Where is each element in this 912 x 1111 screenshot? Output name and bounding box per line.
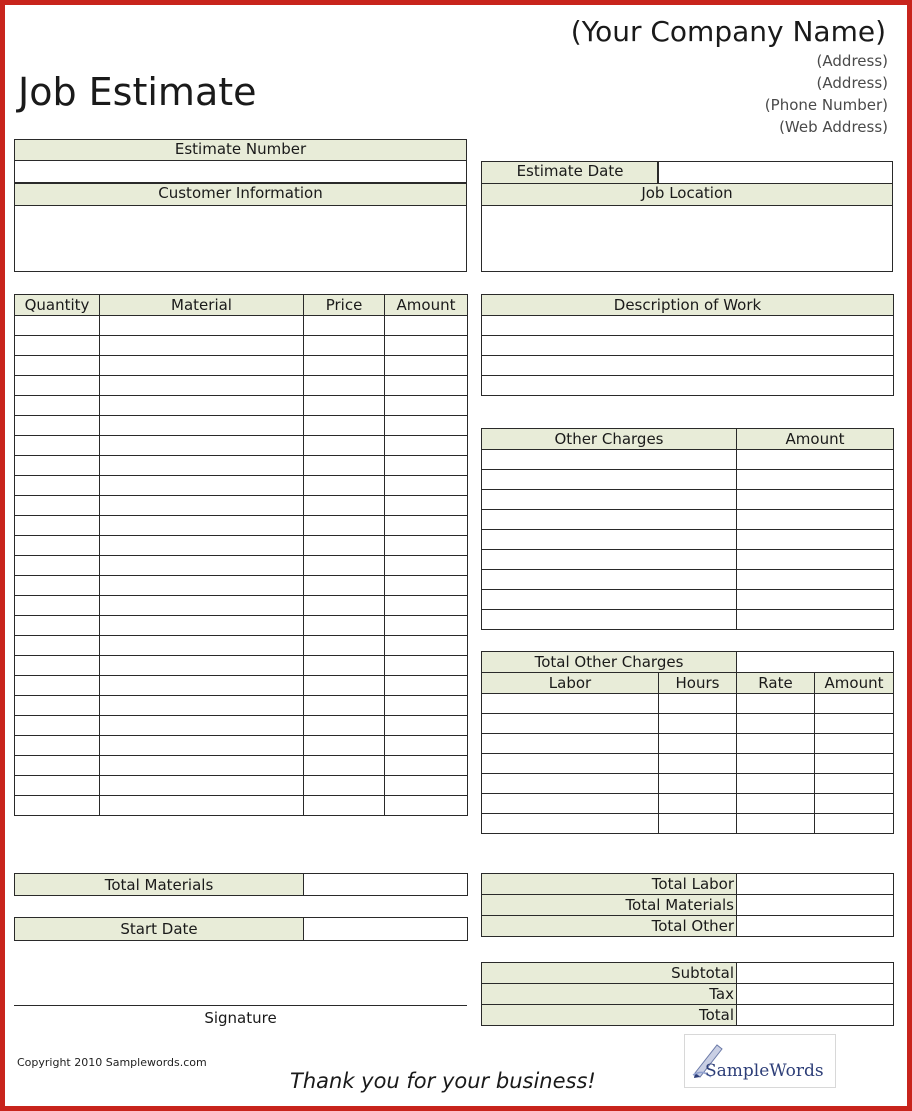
- labor-row-cell[interactable]: [815, 754, 894, 774]
- material-row-cell[interactable]: [100, 756, 304, 776]
- estimate-number-field[interactable]: [14, 160, 467, 183]
- material-row-cell[interactable]: [15, 416, 100, 436]
- other-charge-row-cell[interactable]: [482, 470, 737, 490]
- material-row-cell[interactable]: [304, 476, 385, 496]
- material-row-cell[interactable]: [100, 336, 304, 356]
- description-row-cell[interactable]: [482, 356, 894, 376]
- material-row: [15, 456, 468, 476]
- material-row-cell[interactable]: [385, 796, 468, 816]
- labor-row-cell[interactable]: [815, 774, 894, 794]
- material-row-cell[interactable]: [304, 656, 385, 676]
- material-row-cell[interactable]: [385, 616, 468, 636]
- totals-table: [481, 873, 894, 937]
- material-row-cell[interactable]: [100, 416, 304, 436]
- company-name: (Your Company Name): [570, 15, 886, 48]
- material-column-header: Material: [100, 295, 304, 316]
- material-row-cell[interactable]: [304, 416, 385, 436]
- other-charges-table: [481, 428, 894, 630]
- description-row-cell[interactable]: [482, 336, 894, 356]
- material-row-cell[interactable]: [304, 376, 385, 396]
- material-row-cell[interactable]: [304, 716, 385, 736]
- total-label: Total: [482, 1005, 737, 1026]
- material-row-cell[interactable]: [304, 576, 385, 596]
- labor-row-cell[interactable]: [815, 814, 894, 834]
- grand-total-table: [481, 962, 894, 1026]
- material-row-cell[interactable]: [15, 656, 100, 676]
- labor-row: [482, 694, 894, 714]
- material-row-cell[interactable]: [304, 336, 385, 356]
- material-row: [15, 396, 468, 416]
- material-row-cell[interactable]: [15, 716, 100, 736]
- labor-row-cell[interactable]: [659, 694, 737, 714]
- total-other-value[interactable]: [737, 916, 894, 937]
- other-charge-row-cell[interactable]: [482, 550, 737, 570]
- material-row-cell[interactable]: [304, 676, 385, 696]
- material-row-cell[interactable]: [385, 536, 468, 556]
- other-charge-row-cell[interactable]: [482, 530, 737, 550]
- material-row-cell[interactable]: [385, 696, 468, 716]
- description-row: [482, 356, 894, 376]
- other-charge-row: [482, 590, 894, 610]
- material-row: [15, 416, 468, 436]
- material-row: [15, 516, 468, 536]
- labor-row-cell[interactable]: [659, 774, 737, 794]
- material-row-cell[interactable]: [15, 476, 100, 496]
- material-row-cell[interactable]: [15, 536, 100, 556]
- labor-row-cell[interactable]: [482, 694, 659, 714]
- other-charges-column-header: Other Charges: [482, 429, 737, 450]
- rate-column-header: Rate: [737, 673, 815, 694]
- total-other-label: Total Other: [482, 916, 737, 937]
- labor-row-cell[interactable]: [659, 714, 737, 734]
- material-row-cell[interactable]: [304, 356, 385, 376]
- subtotal-value[interactable]: [737, 963, 894, 984]
- other-charge-row-cell[interactable]: [737, 450, 894, 470]
- web-address: (Web Address): [779, 118, 888, 136]
- material-row-cell[interactable]: [385, 416, 468, 436]
- other-charge-row-cell[interactable]: [737, 470, 894, 490]
- material-row-cell[interactable]: [15, 756, 100, 776]
- material-row-cell[interactable]: [15, 456, 100, 476]
- material-row-cell[interactable]: [100, 736, 304, 756]
- material-row: [15, 556, 468, 576]
- material-row-cell[interactable]: [385, 656, 468, 676]
- labor-row-cell[interactable]: [482, 714, 659, 734]
- labor-row-cell[interactable]: [737, 754, 815, 774]
- material-row-cell[interactable]: [15, 556, 100, 576]
- material-row-cell[interactable]: [385, 736, 468, 756]
- material-row-cell[interactable]: [385, 496, 468, 516]
- material-row-cell[interactable]: [100, 776, 304, 796]
- material-row-cell[interactable]: [100, 516, 304, 536]
- other-charge-row-cell[interactable]: [737, 490, 894, 510]
- labor-row-cell[interactable]: [737, 794, 815, 814]
- labor-row-cell[interactable]: [737, 734, 815, 754]
- material-row-cell[interactable]: [385, 576, 468, 596]
- material-row-cell[interactable]: [385, 356, 468, 376]
- other-charge-row-cell[interactable]: [737, 550, 894, 570]
- other-charge-row: [482, 450, 894, 470]
- material-row: [15, 616, 468, 636]
- start-date-field[interactable]: [304, 918, 468, 941]
- other-charge-row-cell[interactable]: [737, 610, 894, 630]
- material-row: [15, 736, 468, 756]
- material-row-cell[interactable]: [304, 396, 385, 416]
- total-labor-value[interactable]: [737, 874, 894, 895]
- other-charge-row: [482, 570, 894, 590]
- material-row-cell[interactable]: [100, 576, 304, 596]
- amount-column-header: Amount: [385, 295, 468, 316]
- material-row-cell[interactable]: [15, 616, 100, 636]
- labor-row-cell[interactable]: [815, 694, 894, 714]
- material-row-cell[interactable]: [304, 436, 385, 456]
- summary-total-materials-label: Total Materials: [482, 895, 737, 916]
- material-row-cell[interactable]: [15, 436, 100, 456]
- logo-text: SampleWords: [705, 1061, 824, 1081]
- material-row-cell[interactable]: [100, 396, 304, 416]
- material-row: [15, 436, 468, 456]
- material-row-cell[interactable]: [304, 456, 385, 476]
- other-charge-row-cell[interactable]: [482, 510, 737, 530]
- signature-line[interactable]: [14, 1005, 467, 1006]
- start-date-label: Start Date: [15, 918, 304, 941]
- material-row-cell[interactable]: [304, 696, 385, 716]
- labor-row: [482, 794, 894, 814]
- material-row: [15, 316, 468, 336]
- subtotal-label: Subtotal: [482, 963, 737, 984]
- material-row-cell[interactable]: [100, 536, 304, 556]
- labor-row-cell[interactable]: [482, 794, 659, 814]
- total-value[interactable]: [737, 1005, 894, 1026]
- material-row-cell[interactable]: [385, 716, 468, 736]
- labor-row-cell[interactable]: [482, 774, 659, 794]
- labor-row: [482, 714, 894, 734]
- other-amount-column-header: Amount: [737, 429, 894, 450]
- material-row-cell[interactable]: [100, 596, 304, 616]
- material-row-cell[interactable]: [304, 516, 385, 536]
- material-row-cell[interactable]: [385, 556, 468, 576]
- address-line-2: (Address): [816, 74, 888, 92]
- labor-row-cell[interactable]: [815, 734, 894, 754]
- other-charge-row: [482, 510, 894, 530]
- labor-row-cell[interactable]: [815, 794, 894, 814]
- estimate-date-field[interactable]: [657, 161, 893, 184]
- material-row: [15, 656, 468, 676]
- labor-row-cell[interactable]: [659, 794, 737, 814]
- labor-row-cell[interactable]: [737, 714, 815, 734]
- material-row-cell[interactable]: [15, 576, 100, 596]
- material-row: [15, 496, 468, 516]
- other-charge-row-cell[interactable]: [737, 510, 894, 530]
- quantity-column-header: Quantity: [15, 295, 100, 316]
- material-row: [15, 536, 468, 556]
- material-row-cell[interactable]: [304, 556, 385, 576]
- thank-you-message: Thank you for your business!: [290, 1069, 596, 1093]
- material-row-cell[interactable]: [100, 676, 304, 696]
- description-row-cell[interactable]: [482, 316, 894, 336]
- labor-row: [482, 734, 894, 754]
- material-row-cell[interactable]: [100, 636, 304, 656]
- phone-number: (Phone Number): [764, 96, 888, 114]
- other-charge-row-cell[interactable]: [737, 570, 894, 590]
- labor-row-cell[interactable]: [482, 814, 659, 834]
- page-title: Job Estimate: [18, 70, 257, 114]
- material-row: [15, 336, 468, 356]
- other-charge-row: [482, 610, 894, 630]
- labor-amount-column-header: Amount: [815, 673, 894, 694]
- material-row-cell[interactable]: [385, 336, 468, 356]
- material-row-cell[interactable]: [100, 436, 304, 456]
- material-row-cell[interactable]: [15, 736, 100, 756]
- samplewords-logo[interactable]: [684, 1034, 836, 1088]
- material-row-cell[interactable]: [100, 716, 304, 736]
- labor-row-cell[interactable]: [659, 754, 737, 774]
- estimate-date-label: Estimate Date: [481, 161, 659, 184]
- material-row-cell[interactable]: [304, 616, 385, 636]
- material-row-cell[interactable]: [100, 316, 304, 336]
- material-row-cell[interactable]: [304, 596, 385, 616]
- price-column-header: Price: [304, 295, 385, 316]
- material-row-cell[interactable]: [15, 516, 100, 536]
- material-row: [15, 696, 468, 716]
- material-row-cell[interactable]: [15, 696, 100, 716]
- material-row-cell[interactable]: [100, 656, 304, 676]
- material-row-cell[interactable]: [100, 376, 304, 396]
- material-row-cell[interactable]: [385, 376, 468, 396]
- material-row: [15, 476, 468, 496]
- labor-row-cell[interactable]: [737, 774, 815, 794]
- material-row: [15, 596, 468, 616]
- total-labor-label: Total Labor: [482, 874, 737, 895]
- material-row: [15, 716, 468, 736]
- description-table: [481, 294, 894, 396]
- material-row-cell[interactable]: [15, 776, 100, 796]
- material-row-cell[interactable]: [100, 356, 304, 376]
- material-row-cell[interactable]: [385, 636, 468, 656]
- total-other-charges-value[interactable]: [737, 652, 894, 673]
- other-charge-row-cell[interactable]: [482, 610, 737, 630]
- other-charge-row-cell[interactable]: [737, 590, 894, 610]
- total-materials-label: Total Materials: [15, 874, 304, 896]
- labor-row-cell[interactable]: [659, 814, 737, 834]
- material-row-cell[interactable]: [385, 776, 468, 796]
- material-row-cell[interactable]: [304, 736, 385, 756]
- material-row: [15, 376, 468, 396]
- material-row-cell[interactable]: [100, 476, 304, 496]
- copyright-text: Copyright 2010 Samplewords.com: [17, 1056, 207, 1069]
- material-row-cell[interactable]: [304, 316, 385, 336]
- description-row: [482, 376, 894, 396]
- description-header: Description of Work: [482, 295, 894, 316]
- labor-row-cell[interactable]: [737, 814, 815, 834]
- labor-row-cell[interactable]: [737, 694, 815, 714]
- material-row-cell[interactable]: [100, 696, 304, 716]
- material-row-cell[interactable]: [15, 316, 100, 336]
- material-row-cell[interactable]: [100, 616, 304, 636]
- job-location-header: Job Location: [481, 183, 893, 206]
- material-row: [15, 676, 468, 696]
- material-row-cell[interactable]: [304, 496, 385, 516]
- material-row-cell[interactable]: [304, 636, 385, 656]
- labor-row-cell[interactable]: [482, 734, 659, 754]
- other-charge-row: [482, 530, 894, 550]
- material-row-cell[interactable]: [304, 756, 385, 776]
- description-row: [482, 336, 894, 356]
- material-row-cell[interactable]: [15, 376, 100, 396]
- material-row: [15, 636, 468, 656]
- customer-information-header: Customer Information: [14, 183, 467, 206]
- tax-value[interactable]: [737, 984, 894, 1005]
- material-row: [15, 356, 468, 376]
- material-row-cell[interactable]: [100, 496, 304, 516]
- material-row: [15, 756, 468, 776]
- material-row-cell[interactable]: [385, 516, 468, 536]
- material-row-cell[interactable]: [385, 476, 468, 496]
- other-charge-row: [482, 550, 894, 570]
- material-row: [15, 776, 468, 796]
- description-row-cell[interactable]: [482, 376, 894, 396]
- total-materials-value[interactable]: [304, 874, 468, 896]
- material-row: [15, 576, 468, 596]
- signature-label: Signature: [204, 1009, 277, 1027]
- labor-row-cell[interactable]: [482, 754, 659, 774]
- material-row-cell[interactable]: [385, 436, 468, 456]
- material-row-cell[interactable]: [385, 456, 468, 476]
- material-row-cell[interactable]: [385, 396, 468, 416]
- total-materials-row: [14, 873, 468, 896]
- labor-row: [482, 754, 894, 774]
- other-charge-row-cell[interactable]: [482, 450, 737, 470]
- other-charge-row: [482, 470, 894, 490]
- total-other-charges-label: Total Other Charges: [482, 652, 737, 673]
- material-row-cell[interactable]: [15, 496, 100, 516]
- material-row-cell[interactable]: [304, 776, 385, 796]
- material-row-cell[interactable]: [15, 336, 100, 356]
- other-charge-row-cell[interactable]: [482, 590, 737, 610]
- other-charge-row-cell[interactable]: [737, 530, 894, 550]
- material-row-cell[interactable]: [100, 796, 304, 816]
- material-row-cell[interactable]: [15, 796, 100, 816]
- material-row-cell[interactable]: [15, 636, 100, 656]
- description-row: [482, 316, 894, 336]
- material-row-cell[interactable]: [15, 396, 100, 416]
- material-row-cell[interactable]: [304, 796, 385, 816]
- labor-column-header: Labor: [482, 673, 659, 694]
- material-row-cell[interactable]: [385, 316, 468, 336]
- hours-column-header: Hours: [659, 673, 737, 694]
- estimate-number-header: Estimate Number: [14, 139, 467, 161]
- labor-row: [482, 814, 894, 834]
- labor-row: [482, 774, 894, 794]
- material-row-cell[interactable]: [15, 676, 100, 696]
- job-location-field[interactable]: [481, 205, 893, 272]
- labor-row-cell[interactable]: [659, 734, 737, 754]
- material-row-cell[interactable]: [385, 596, 468, 616]
- other-charge-row-cell[interactable]: [482, 570, 737, 590]
- material-row-cell[interactable]: [385, 676, 468, 696]
- material-row-cell[interactable]: [100, 456, 304, 476]
- material-row: [15, 796, 468, 816]
- other-charge-row-cell[interactable]: [482, 490, 737, 510]
- material-row-cell[interactable]: [304, 536, 385, 556]
- material-row-cell[interactable]: [15, 596, 100, 616]
- address-line-1: (Address): [816, 52, 888, 70]
- materials-table: [14, 294, 468, 816]
- material-row-cell[interactable]: [100, 556, 304, 576]
- material-row-cell[interactable]: [15, 356, 100, 376]
- start-date-row: [14, 917, 468, 941]
- summary-total-materials-value[interactable]: [737, 895, 894, 916]
- material-row-cell[interactable]: [385, 756, 468, 776]
- customer-information-field[interactable]: [14, 205, 467, 272]
- labor-row-cell[interactable]: [815, 714, 894, 734]
- labor-table: [481, 651, 894, 834]
- tax-label: Tax: [482, 984, 737, 1005]
- other-charge-row: [482, 490, 894, 510]
